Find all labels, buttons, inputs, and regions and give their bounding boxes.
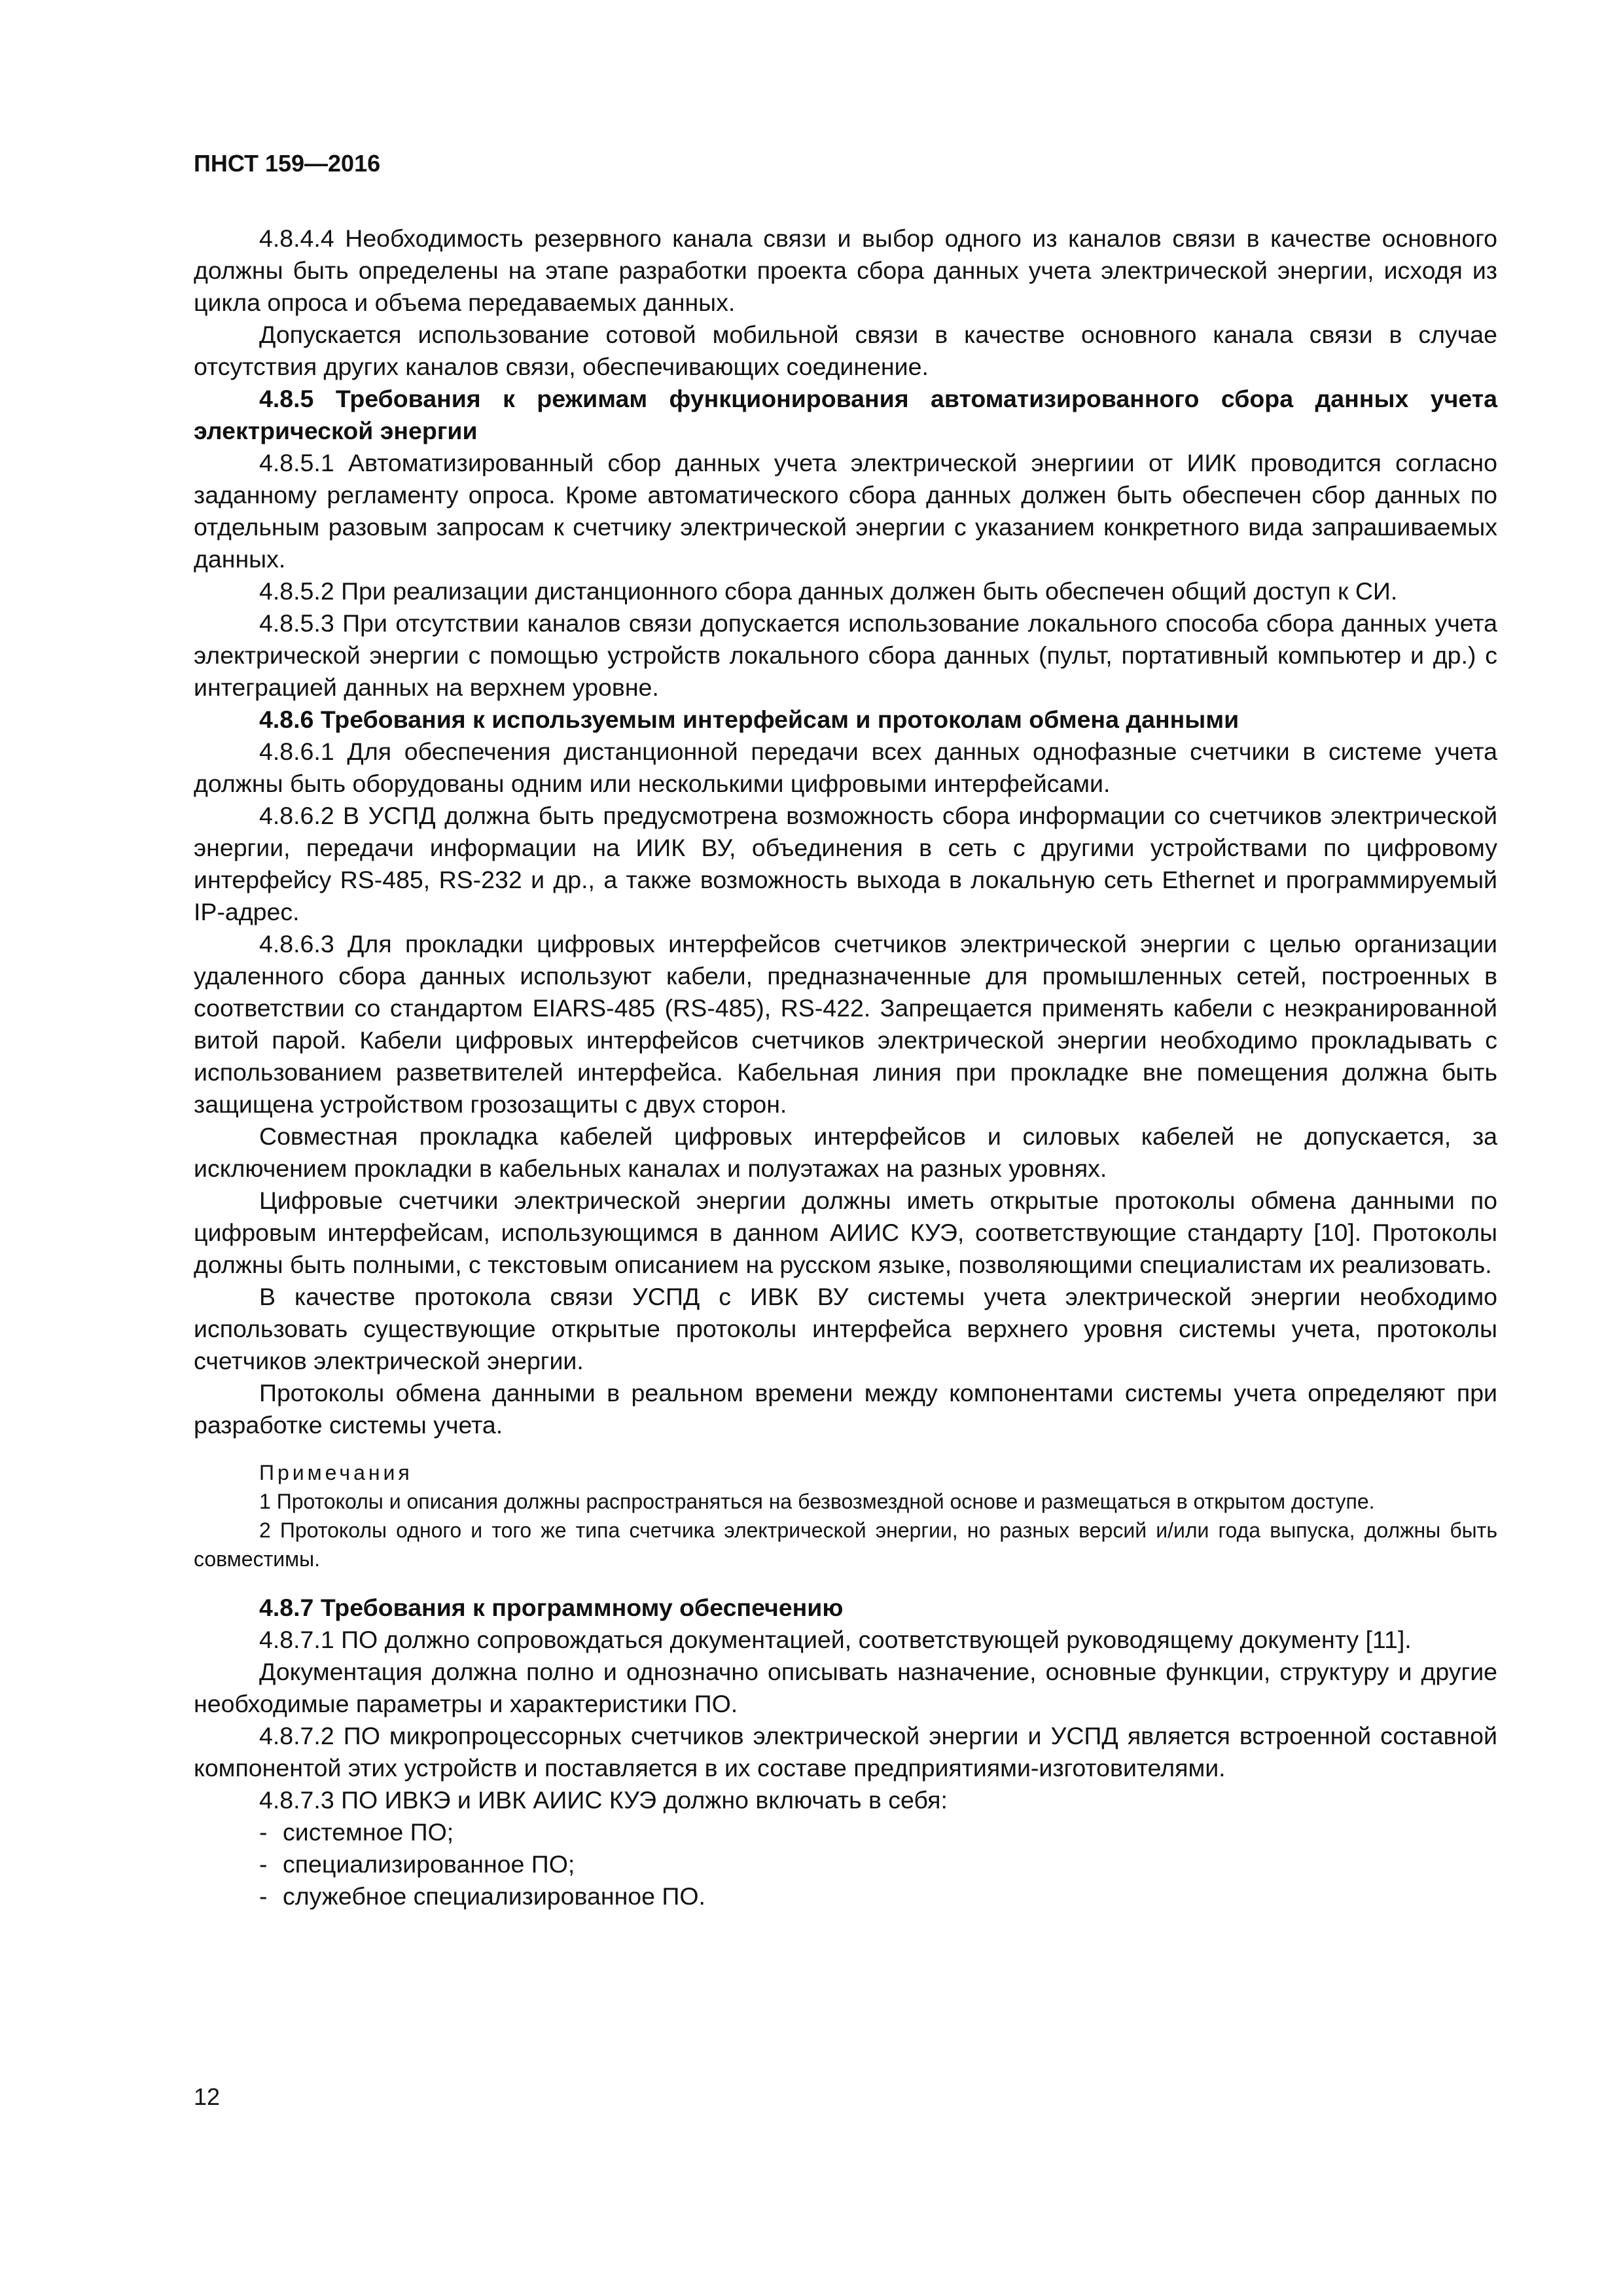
document-body xyxy=(194,223,1497,1912)
paragraph: Допускается использование сотовой мобильной связи в качестве основного канала связи в случае отсутствия других каналов связи, обеспечивающих соединение. xyxy=(194,321,1497,380)
page-number: 12 xyxy=(194,2083,221,2110)
list-item xyxy=(194,1816,1497,1848)
section-heading: 4.8.5 Требования к режимам функционирования автоматизированного сбора данных учета электрической энергии xyxy=(194,385,1497,444)
paragraph: 4.8.7.3 ПО ИВКЭ и ИВК АИИС КУЭ должно включать в себя: xyxy=(259,1786,948,1814)
paragraph: 4.8.6.2 В УСПД должна быть предусмотрена возможность сбора информации со счетчиков электрической энергии, передачи информации на ИИК ВУ, объединения в сеть с другими устройствами по цифровому интерфейсу RS-485, RS-232 и др., а также возможность выхода в локальную сеть Ethernet и программируемый IP-адрес. xyxy=(194,802,1497,925)
paragraph: 4.8.5.3 При отсутствии каналов связи допускается использование локального способа сбора данных учета электрической энергии с помощью устройств локального сбора данных (пульт, портативный компьютер и др.) с интеграцией данных на верхнем уровне. xyxy=(194,609,1497,701)
document-code: ПНСТ 159—2016 xyxy=(194,150,381,177)
list-item xyxy=(194,1880,1497,1912)
notes-block xyxy=(194,1458,1497,1573)
paragraph: 4.8.7.1 ПО должно сопровождаться документацией, соответствующей руководящему документу [11]. xyxy=(259,1626,1412,1653)
list-item-text: системное ПО; xyxy=(283,1818,454,1846)
paragraph: 4.8.6.3 Для прокладки цифровых интерфейсов счетчиков электрической энергии с целью организации удаленного сбора данных используют кабели, предназначенные для промышленных сетей, построенных в соответствии со стандартом EIARS-485 (RS-485), RS-422. Запрещается применять кабели с неэкранированной витой парой. Кабели цифровых интерфейсов счетчиков электрической энергии необходимо прокладывать с использованием разветвителей интерфейса. Кабельная линия при прокладке вне помещения должна быть защищена устройством грозозащиты с двух сторон. xyxy=(194,930,1497,1118)
paragraph: 4.8.7.2 ПО микропроцессорных счетчиков электрической энергии и УСПД является встроенной составной компонентой этих устройств и поставляется в их составе предприятиями-изготовителями. xyxy=(194,1722,1497,1782)
note-item: 1 Протоколы и описания должны распространяться на безвозмездной основе и размещаться в открытом доступе. xyxy=(259,1490,1375,1513)
notes-label: Примечания xyxy=(259,1461,413,1484)
list-marker: - xyxy=(259,1818,268,1846)
paragraph: Цифровые счетчики электрической энергии должны иметь открытые протоколы обмена данными по цифровым интерфейсам, использующимся в данном АИИС КУЭ, соответствующие стандарту [10]. Протоколы должны быть полными, с текстовым описанием на русском языке, позволяющими специалистам их реализовать. xyxy=(194,1187,1497,1278)
paragraph: 4.8.5.2 При реализации дистанционного сбора данных должен быть обеспечен общий доступ к СИ. xyxy=(259,577,1398,605)
note-item: 2 Протоколы одного и того же типа счетчика электрической энергии, но разных версий и/или года выпуска, должны быть совместимы. xyxy=(194,1518,1497,1571)
section-heading: 4.8.6 Требования к используемым интерфейсам и протоколам обмена данными xyxy=(259,706,1240,733)
paragraph: Протоколы обмена данными в реальном времени между компонентами системы учета определяют при разработке системы учета. xyxy=(194,1379,1497,1439)
list-marker: - xyxy=(259,1882,268,1910)
list-item-text: специализированное ПО; xyxy=(283,1850,575,1878)
paragraph: 4.8.5.1 Автоматизированный сбор данных учета электрической энергиии от ИИК проводится согласно заданному регламенту опроса. Кроме автоматического сбора данных должен быть обеспечен сбор данных по отдельным разовым запросам к счетчику электрической энергии с указанием конкретного вида запрашиваемых данных. xyxy=(194,449,1497,573)
list-item-text: служебное специализированное ПО. xyxy=(283,1882,705,1910)
paragraph: Совместная прокладка кабелей цифровых интерфейсов и силовых кабелей не допускается, за исключением прокладки в кабельных каналах и полуэтажах на разных уровнях. xyxy=(194,1122,1497,1182)
software-list xyxy=(194,1816,1497,1912)
list-item xyxy=(194,1848,1497,1880)
section-heading: 4.8.7 Требования к программному обеспечению xyxy=(259,1594,844,1621)
paragraph: 4.8.4.4 Необходимость резервного канала связи и выбор одного из каналов связи в качестве основного должны быть определены на этапе разработки проекта сбора данных учета электрической энергии, исходя из цикла опроса и объема передаваемых данных. xyxy=(194,224,1497,316)
paragraph: В качестве протокола связи УСПД с ИВК ВУ системы учета электрической энергии необходимо использовать существующие открытые протоколы интерфейса верхнего уровня системы учета, протоколы счетчиков электрической энергии. xyxy=(194,1283,1497,1374)
list-marker: - xyxy=(259,1850,268,1878)
paragraph: Документация должна полно и однозначно описывать назначение, основные функции, структуру и другие необходимые параметры и характеристики ПО. xyxy=(194,1658,1497,1717)
paragraph: 4.8.6.1 Для обеспечения дистанционной передачи всех данных однофазные счетчики в системе учета должны быть оборудованы одним или несколькими цифровыми интерфейсами. xyxy=(194,738,1497,797)
